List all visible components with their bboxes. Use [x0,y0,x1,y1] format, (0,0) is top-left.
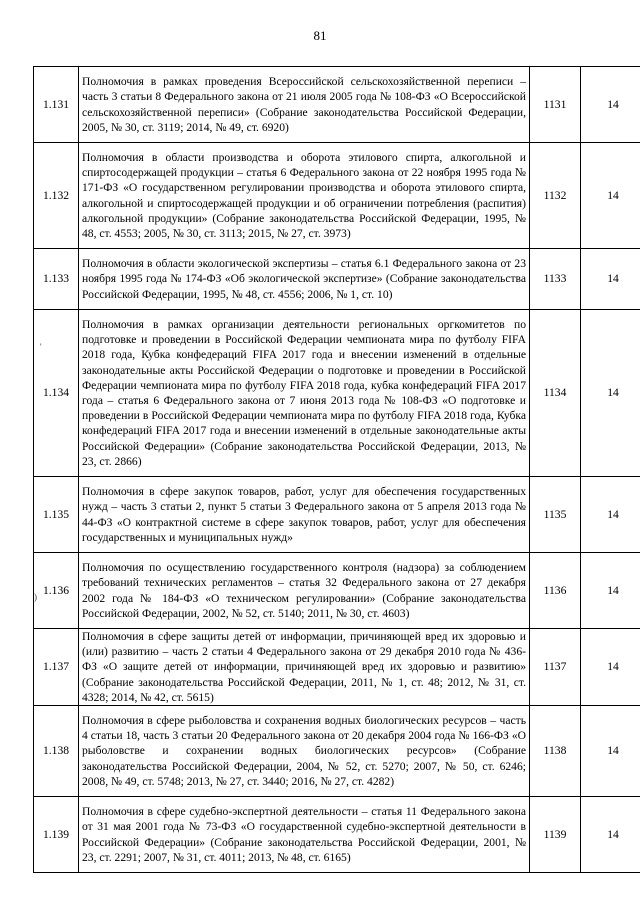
table-row [34,797,640,873]
row-value: 14 [581,629,640,706]
row-number: 1.136 [34,553,79,629]
table-row [34,249,640,310]
row-description: Полномочия по осуществлению государственного контроля (надзора) за соблюдением требований технических регламентов – статья 32 Федерального закона от 27 декабря 2002 года № 184-ФЗ «О техническом регулировании» (Собрание законодательства Российской Федерации, 2002, № 52, ст. 5140; 2011, № 30, ст. 4603) [79,553,530,629]
row-number: 1.131 [34,67,79,143]
table-row [34,477,640,553]
row-description: Полномочия в сфере защиты детей от информации, причиняющей вред их здоровью и (или) развитию – часть 2 статьи 4 Федерального закона от 29 декабря 2010 года № 436-ФЗ «О защите детей от информации, причиняющей вред их здоровью и развитию» (Собрание законодательства Российской Федерации, 2011, № 1, ст. 48; 2012, № 31, ст. 4328; 2014, № 42, ст. 5615) [79,629,530,706]
row-number: 1.137 [34,629,79,706]
row-number: 1.138 [34,706,79,797]
powers-table [33,66,640,873]
row-number: 1.135 [34,477,79,553]
table-row [34,553,640,629]
row-value: 14 [581,706,640,797]
row-value: 14 [581,67,640,143]
row-value: 14 [581,249,640,310]
table-row [34,629,640,706]
row-code: 1132 [530,143,581,249]
row-number: 1.139 [34,797,79,873]
page-number: 81 [313,28,327,43]
row-value: 14 [581,477,640,553]
row-code: 1134 [530,310,581,477]
row-description: Полномочия в рамках организации деятельности региональных оргкомитетов по подготовке и проведении в Российской Федерации чемпионата мира по футболу FIFA 2018 года, Кубка конфедераций FIFA 2017 года и внесении изменений в отдельные законодательные акты Российской Федерации о подготовке и проведении в Российской Федерации чемпионата мира по футболу FIFA 2018 года, кубка конфедераций FIFA 2017 года – статья 6 Федерального закона от 7 июня 2013 года № 108-ФЗ «О подготовке и проведении в Российской Федерации чемпионата мира по футболу FIFA 2018 года, Кубка конфедераций FIFA 2017 года и внесении изменений в отдельные законодательные акты Российской Федерации» (Собрание законодательства Российской Федерации, 2013, № 23, ст. 2866) [79,310,530,477]
row-description: Полномочия в области производства и оборота этилового спирта, алкогольной и спиртосодержащей продукции – статья 6 Федерального закона от 22 ноября 1995 года № 171-ФЗ «О государственном регулировании производства и оборота этилового спирта, алкогольной и спиртосодержащей продукции и об ограничении потребления (распития) алкогольной продукции» (Собрание законодательства Российской Федерации, 1995, № 48, ст. 4553; 2005, № 30, ст. 3113; 2015, № 27, ст. 3973) [79,143,530,249]
row-value: 14 [581,310,640,477]
table-row [34,143,640,249]
table-row [34,67,640,143]
row-code: 1136 [530,553,581,629]
row-code: 1137 [530,629,581,706]
row-number: 1.132 [34,143,79,249]
row-number: 1.133 [34,249,79,310]
scan-artifact-mark: ' [40,342,42,352]
row-value: 14 [581,143,640,249]
row-code: 1133 [530,249,581,310]
scan-artifact-mark: ) [34,592,37,602]
row-code: 1138 [530,706,581,797]
row-value: 14 [581,553,640,629]
row-code: 1139 [530,797,581,873]
row-description: Полномочия в сфере рыболовства и сохранения водных биологических ресурсов – часть 4 статьи 18, часть 3 статьи 20 Федерального закона от 20 декабря 2004 года № 166-ФЗ «О рыболовстве и сохранении водных биологических ресурсов» (Собрание законодательства Российской Федерации, 2004, № 52, ст. 5270; 2007, № 50, ст. 6246; 2008, № 49, ст. 5748; 2013, № 27, ст. 3440; 2016, № 27, ст. 4282) [79,706,530,797]
row-code: 1135 [530,477,581,553]
row-description: Полномочия в области экологической экспертизы – статья 6.1 Федерального закона от 23 ноября 1995 года № 174-ФЗ «Об экологической экспертизе» (Собрание законодательства Российской Федерации, 1995, № 48, ст. 4556; 2006, № 1, ст. 10) [79,249,530,310]
row-description: Полномочия в сфере судебно-экспертной деятельности – статья 11 Федерального закона от 31 мая 2001 года № 73-ФЗ «О государственной судебно-экспертной деятельности в Российской Федерации» (Собрание законодательства Российской Федерации, 2001, № 23, ст. 2291; 2007, № 31, ст. 4011; 2013, № 48, ст. 6165) [79,797,530,873]
row-code: 1131 [530,67,581,143]
row-description: Полномочия в сфере закупок товаров, работ, услуг для обеспечения государственных нужд – часть 3 статьи 2, пункт 5 статьи 3 Федерального закона от 5 апреля 2013 года № 44-ФЗ «О контрактной системе в сфере закупок товаров, работ, услуг для обеспечения государственных и муниципальных нужд» [79,477,530,553]
table-row [34,706,640,797]
powers-table-body [34,67,640,873]
row-number: 1.134 [34,310,79,477]
row-value: 14 [581,797,640,873]
row-description: Полномочия в рамках проведения Всероссийской сельскохозяйственной переписи – часть 3 статьи 8 Федерального закона от 21 июля 2005 года № 108-ФЗ «О Всероссийской сельскохозяйственной переписи» (Собрание законодательства Российской Федерации, 2005, № 30, ст. 3119; 2014, № 49, ст. 6920) [79,67,530,143]
table-row [34,310,640,477]
